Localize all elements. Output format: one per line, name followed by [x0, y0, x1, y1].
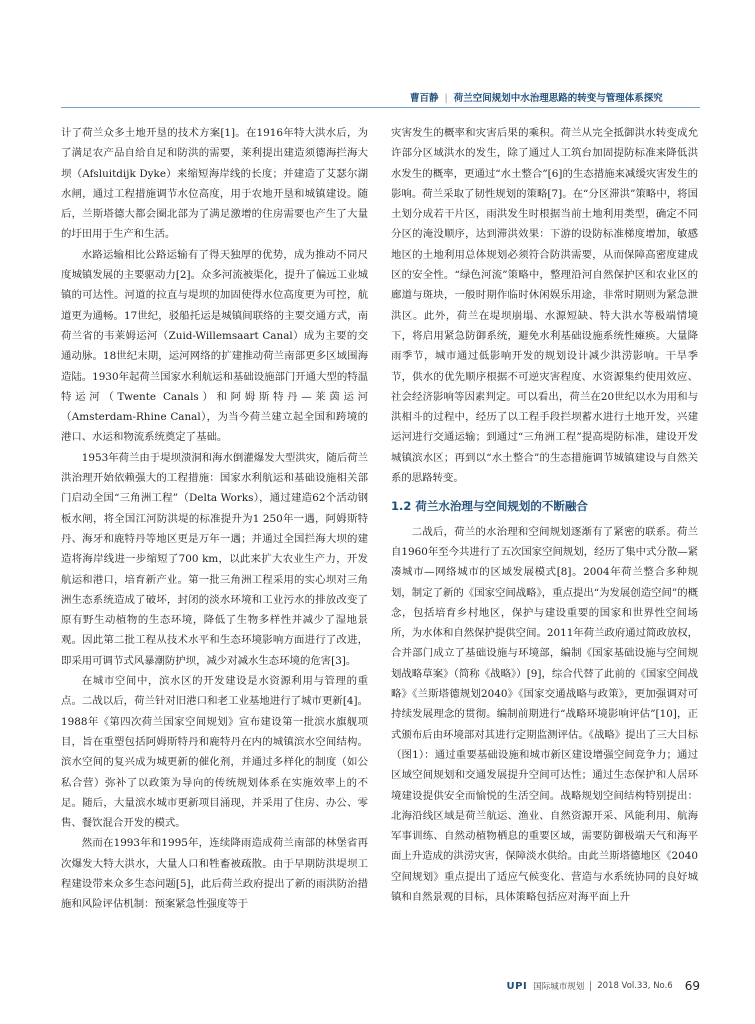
journal-issue: 2018 Vol.33, No.6 — [597, 981, 673, 991]
paragraph: 灾害发生的概率和灾害后果的乘积。荷兰从完全抵御洪水转变成允许部分区域洪水的发生，除了通过人工筑台加固提防标准来降低洪水发生的概率，更通过“水土整合”[6]的生态措施来减缓灾害发生的影响。荷兰采取了韧性规划的策略[7]。在“分区滞洪”策略中，将国土划分成若干片区，雨洪发生时根据当前土地利用类型，确定不同分区的淹没顺序，达到滞洪效果：下游的设防标准梯度增加，敏感地区的土地利用总体规划必须符合防洪需要，从而保障高密度建成区的安全性。“绿色河流”策略中，整理沿河自然保护区和农业区的廊道与斑块，一般时期作临时休闲娱乐用途，非常时期则为紧急泄洪区。此外，荷兰在堤坝崩塌、水源短缺、特大洪水等极端情境下，将启用紧急防御系统，避免水利基础设施系统性瘫痪。大量降雨季节，城市通过低影响开发的规划设计减少洪涝影响。干旱季节，供水的优先顺序根据不可逆灾害程度、水资源集约使用效应、社会经济影响等因素判定。可以看出，荷兰在20世纪以水为用和与洪相斗的过程中，经历了以工程手段拦坝蓄水进行土地开发，兴建运河进行交通运输；到通过“三角洲工程”提高堤防标准，建设开发城镇滨水区；再到以“水土整合”的生态措施调节城镇建设与自然关系的思路转变。 — [391, 127, 698, 485]
paragraph: 计了荷兰众多土地开垦的技术方案[1]。在1916年特大洪水后，为了满足农产品自给自足和防洪的需要，莱利提出建造须德海拦海大坝（Afsluitdijk Dyke）来缩短海岸线的长度；并建造了艾瑟尔湖水闸，通过工程措施调节水位高度，用于农地开垦和城镇建设。随后，兰斯塔德大都会圈北部为了满足激增的住房需要也产生了大量的圩田用于生产和生活。 — [61, 127, 368, 241]
page-number: 69 — [684, 979, 700, 993]
paragraph: 二战后，荷兰的水治理和空间规划逐渐有了紧密的联系。荷兰自1960年至今共进行了五次国家空间规划，经历了集中式分散—紧凑城市—网络城市的区域发展模式[8]。2004年荷兰整合多种规划，制定了新的《国家空间战略》，重点提出“为发展创造空间”的概念，包括培育乡村地区，保护与建设重要的国家和世界性空间场所，为水体和自然保护提供空间。2011年荷兰政府通过简政放权，合并部门成立了基础设施与环境部，编制《国家基础设施与空间规划战略草案》（简称《战略》）[9]，综合代替了此前的《国家空间战略》《兰斯塔德规划2040》《国家交通战略与政策》，更加强调对可持续发展理念的贯彻。编制前期进行“战略环境影响评估”[10]，正式颁布后由环境部对其进行定期监测评估。《战略》提出了三大目标（图1）：通过重要基础设施和城市新区建设增强空间竞争力；通过区域空间规划和交通发展提升空间可达性；通过生态保护和人居环境建设提供安全而愉悦的生活空间。战略规划空间结构特别提出：北海沿线区域是荷兰航运、渔业、自然资源开采、风能利用、航海军事训练、自然动植物栖息的重要区域，需要防御极端天气和海平面上升造成的洪涝灾害，保障淡水供给。由此兰斯塔德地区《2040空间规划》重点提出了适应气候变化、营造与水系统协同的良好城镇和自然景观的目标，具体策略包括应对海平面上升 — [391, 525, 698, 903]
section-title: 1.2 荷兰水治理与空间规划的不断融合 — [391, 499, 588, 514]
header-author: 曹百静 — [410, 93, 439, 104]
page-footer — [507, 978, 700, 994]
journal-logo: UPI — [506, 980, 528, 992]
left-column — [61, 123, 368, 915]
paragraph: 1953年荷兰由于堤坝溃洞和海水倒灌爆发大型洪灾，随后荷兰洪治理开始依赖强大的工程措施：国家水利航运和基础设施相关部门启动全国“三角洲工程”（Delta Works），通过建造62个活动钢板水闸，将全国江河防洪堤的标准提升为1 250年一遇，阿姆斯特丹、海牙和鹿特丹等地区更是万年一遇；并通过全国拦海大坝的建造将海岸线进一步缩短了700 km，以此来扩大农业生产力，开发航运和港口，培育新产业。第一批三角洲工程采用的实心坝对三角洲生态系统造成了破坏，封闭的淡水环境和工业污水的排放改变了原有野生动植物的生态环境，降低了生物多样性并减少了湿地景观。因此第二批工程从技术水平和生态环境影响方面进行了改进，即采用可调节式风暴潮防护坝，减少对减水生态环境的危害[3]。 — [61, 451, 369, 667]
header-separator: | — [444, 93, 448, 104]
paragraph: 在城市空间中，滨水区的开发建设是水资源利用与管理的重点。二战以后，荷兰针对旧港口和老工业基地进行了城市更新[4]。1988年《第四次荷兰国家空间规划》宣布建设第一批滨水旗舰项目，旨在重塑包括阿姆斯特丹和鹿特丹在内的城镇滨水空间结构。滨水空间的复兴成为城更新的催化剂，并通过多样化的制度（如公私合营）弥补了以政策为导向的传统规划体系在实施效率上的不足。随后，大量滨水城市更新项目涌现，并采用了住房、办公、零售、餐饮混合开发的模式。 — [61, 675, 368, 830]
paragraph: 然而在1993年和1995年，连续降雨造成荷兰南部的林堡省再次爆发大特大洪水，大量人口和牲畜被疏散。由于早期防洪堤坝工程建设带来众多生态问题[5]，此后荷兰政府提出了新的雨洪防治措施和风险评估机制：预案紧急性强度等于 — [61, 837, 368, 911]
paragraph: 水路运输相比公路运输有了得天独厚的优势，成为推动不同尺度城镇发展的主要驱动力[2]。众多河流被渠化，提升了偏远工业城镇的可达性。河道的拉直与堤坝的加固使得水位高度更为可控，航道更为通畅。17世纪，驳船托运是城镇间联络的主要交通方式，南荷兰省的韦莱姆运河（Zuid-Willemsaart Canal）成为主要的交通动脉。18世纪末期，运河网络的扩建推动荷兰南部更多区域围海造陆。1930年起荷兰国家水利航运和基础设施部门开通大型的特温特运河（Twente Canals）和阿姆斯特丹—莱茵运河（Amsterdam-Rhine Canal），为当今荷兰建立起全国和跨境的港口、水运和物流系统奠定了基础。 — [61, 248, 368, 444]
right-column — [391, 123, 698, 907]
footer-divider — [590, 981, 591, 991]
header-rule — [61, 107, 700, 108]
header-title: 荷兰空间规划中水治理思路的转变与管理体系探究 — [453, 93, 663, 104]
journal-name: 国际城市规划 — [533, 982, 585, 992]
running-header — [410, 90, 700, 102]
